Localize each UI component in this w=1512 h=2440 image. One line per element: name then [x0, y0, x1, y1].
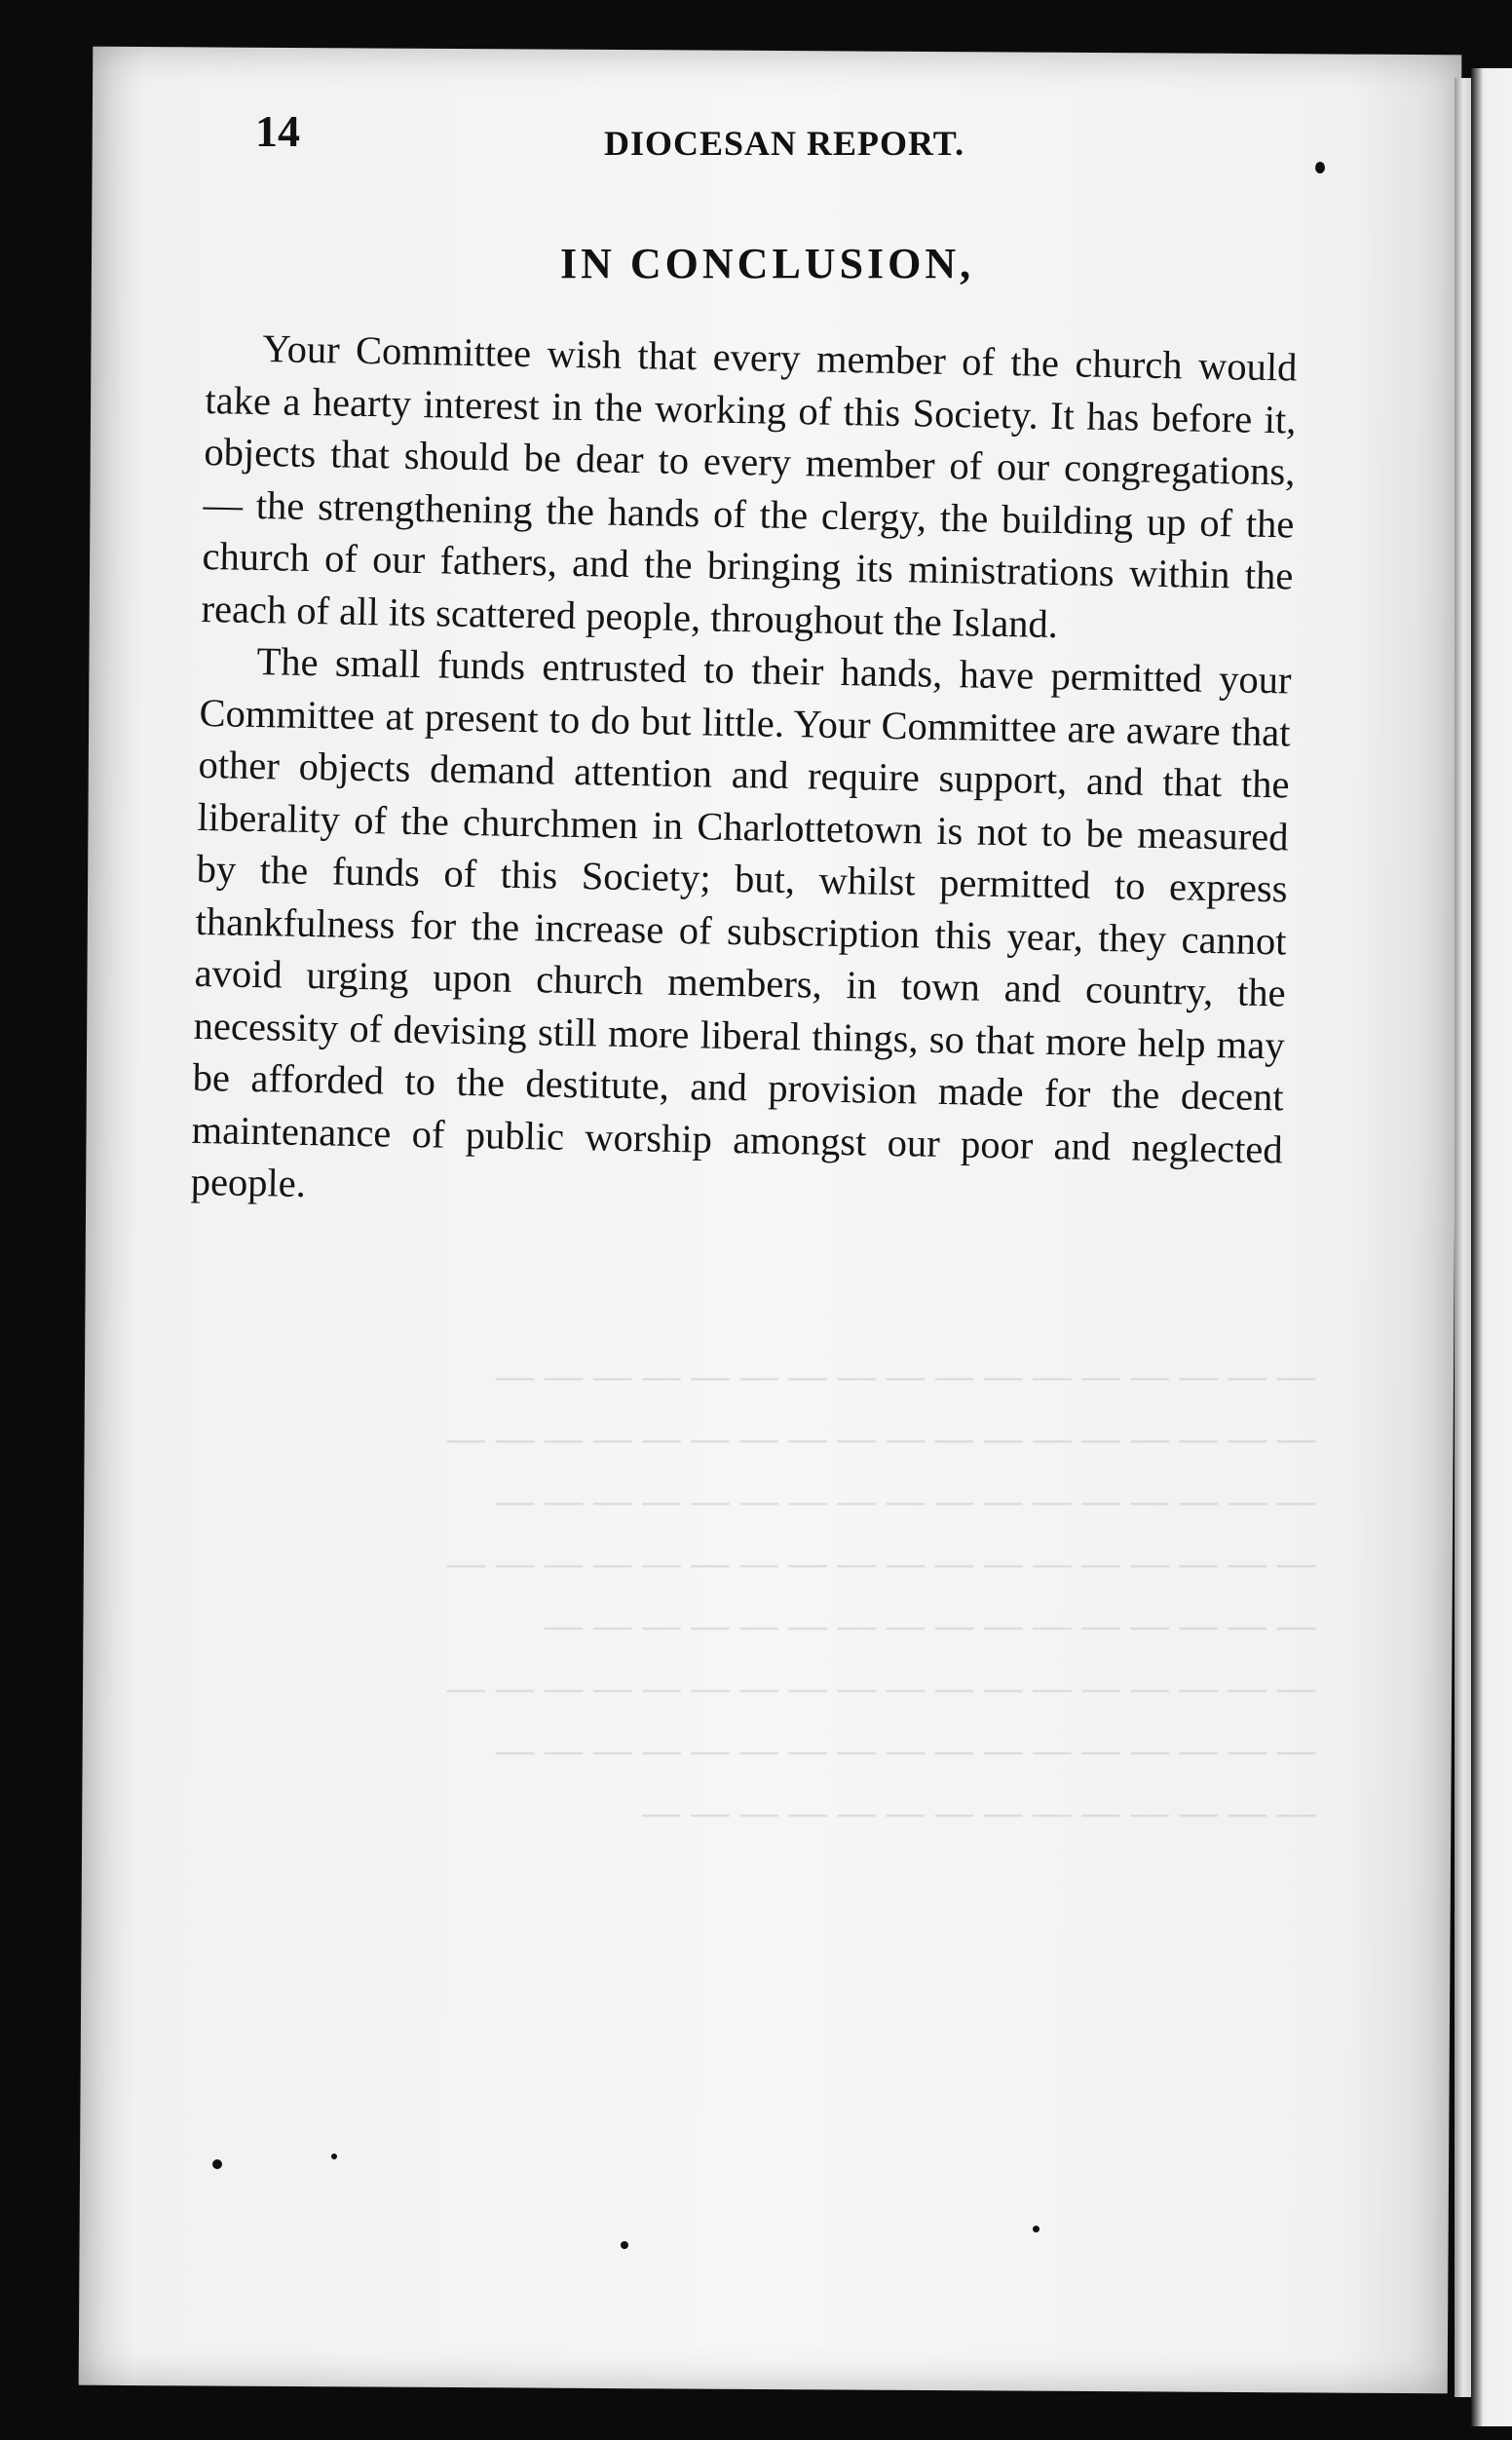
ink-speck	[1033, 2226, 1040, 2232]
paragraph: Your Committee wish that every member of the church would take a hearty interest in the working of this Society. It has before it, objects that should be dear to every member of our congregations, — the strengthening the hands of the clergy, the building up of the church of our fathers, and the bringing its ministrations within the reach of all its scattered people, throughout the Island.	[201, 326, 1298, 646]
ink-speck	[621, 2241, 628, 2249]
section-title: IN CONCLUSION,	[560, 240, 975, 287]
paragraph: The small funds entrusted to their hands, have permitted your Committee at present to do but little. Your Committee are aware that other objects demand attention and require support, and that the liberality of the churchmen in Charlottetown is not to be measured by the funds of this Society; but, whilst permitted to express thankfulness for the increase of subscription this year, they cannot avoid urging upon church members, in town and country, the necessity of devising still more liberal things, so that more help may be afforded to the destitute, and provision made for the decent maintenance of public worship amongst our poor and neglected people.	[190, 639, 1292, 1206]
running-head: DIOCESAN REPORT.	[604, 124, 965, 163]
ink-speck	[212, 2159, 222, 2169]
ink-speck	[331, 2154, 337, 2159]
ink-speck	[1315, 162, 1325, 173]
facing-page-edge	[1471, 68, 1512, 2426]
page-number: 14	[255, 106, 300, 156]
body-text	[190, 322, 1297, 1228]
bleed-through-texture: — — — — — — — — — — — — — — — — — — — — — — — — — — — — — — — — — — — — — — — — — — — — — — — — — — — — — — — — — — — — — — — — — — — — — — — — — — — — — — — — — — — — — — — — — — — — — — — — — — — — — — — — — — — — — — — — — — — — — — — — — — — — — — — — — — — — — — —	[446, 1352, 1315, 1836]
